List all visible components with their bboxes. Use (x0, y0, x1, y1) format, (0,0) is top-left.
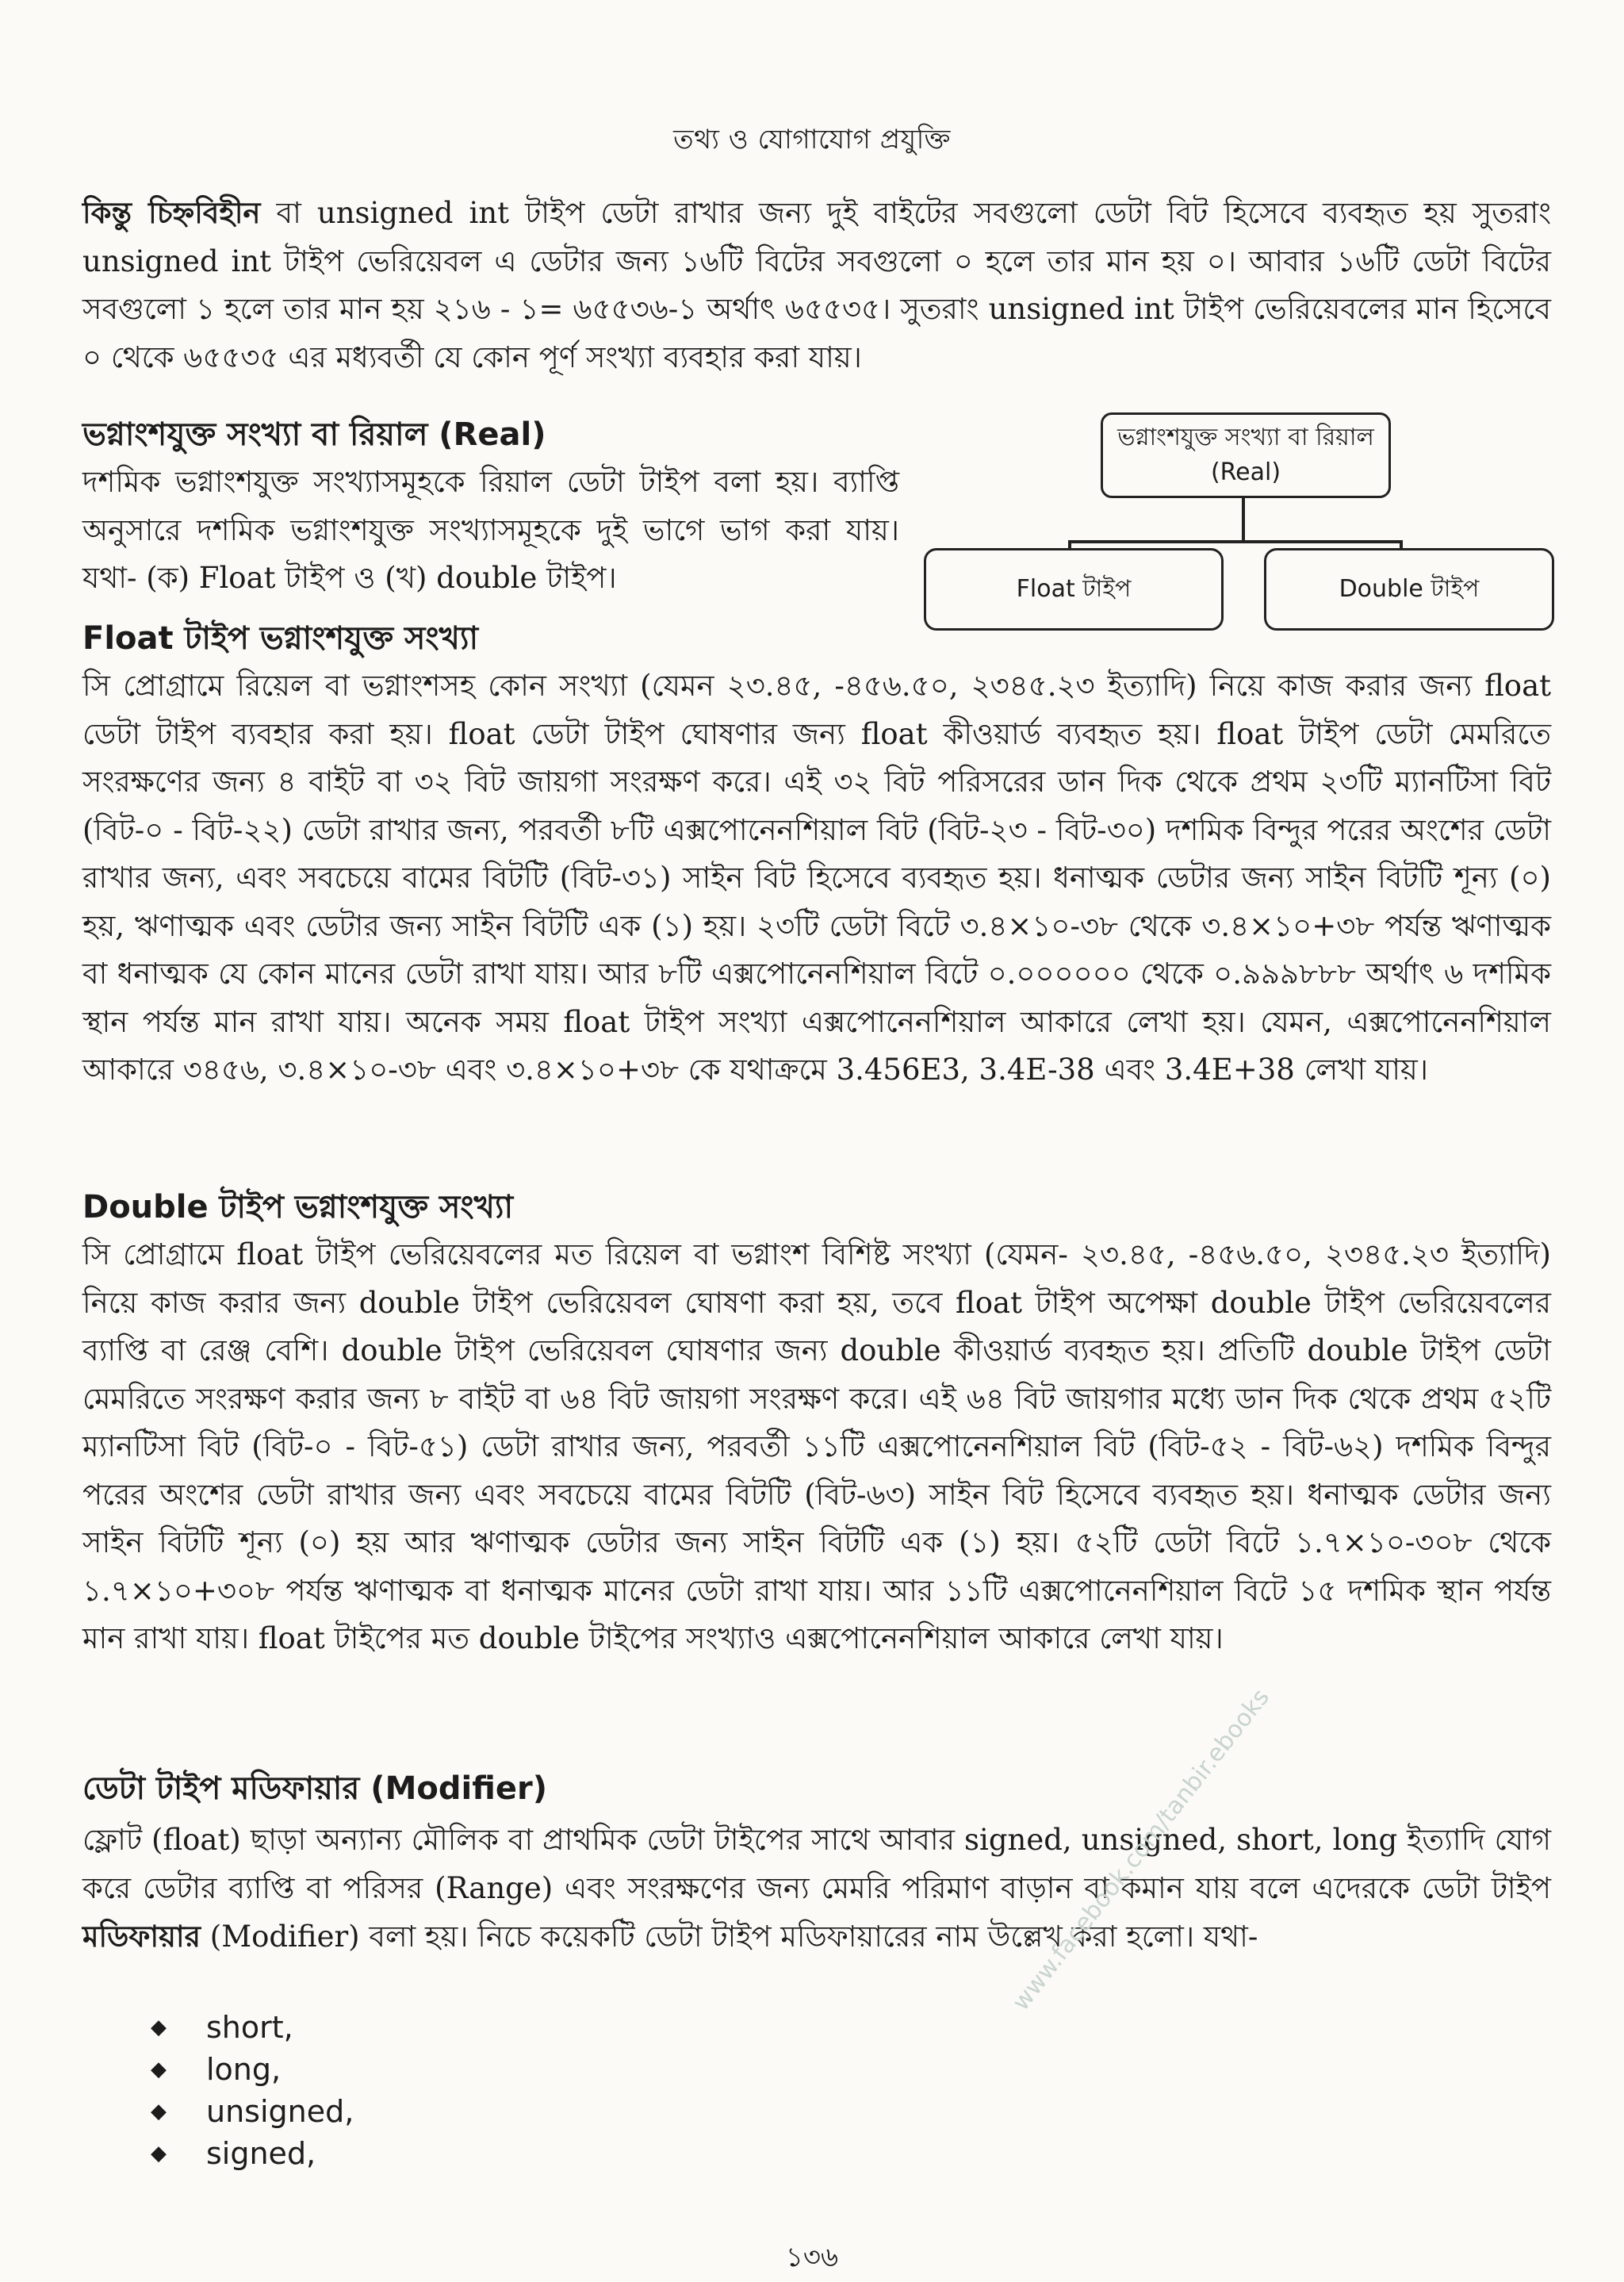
intro-text: বা unsigned int টাইপ ডেটা রাখার জন্য দুই বাইটের সবগুলো ডেটা বিট হিসেবে ব্যবহৃত হয় সুতরাং unsigned int টাইপ ভেরিয়েবল এ ডেটার জন্য ১৬টি বিটের সবগুলো ০ হলে তার মান হয় ০। আবার ১৬টি ডেটা বিটের সবগুলো ১ হলে তার মান হয় ২১৬ - ১= ৬৫৫৩৬-১ অর্থাৎ ৬৫৫৩৫। সুতরাং unsigned int টাইপ ভেরিয়েবলের মান হিসেবে ০ থেকে ৬৫৫৩৫ এর মধ্যবর্তী যে কোন পূর্ণ সংখ্যা ব্যবহার করা যায়। (82, 196, 1551, 374)
intro-bold-prefix: কিন্তু চিহ্নবিহীন (82, 195, 261, 230)
list-item (151, 2133, 354, 2175)
modifier-text-after: (Modifier) বলা হয়। নিচে কয়েকটি ডেটা টাইপ মডিফায়ারের নাম উল্লেখ করা হলো। যথা- (201, 1920, 1258, 1954)
watermark: www.facebook.com/tanbir.ebooks (1007, 1683, 1275, 2016)
list-item-label: unsigned, (206, 2094, 354, 2129)
diagram-root-box: ভগ্নাংশযুক্ত সংখ্যা বা রিয়াল (Real) (1101, 412, 1391, 498)
page-number: ১৩৬ (785, 2242, 839, 2273)
list-item-label: short, (206, 2010, 293, 2045)
list-item-label: long, (206, 2052, 282, 2087)
modifier-list (151, 2007, 354, 2175)
bullet-diamond-icon: ◆ (151, 2100, 167, 2123)
real-heading: ভগ্নাংশযুক্ত সংখ্যা বা রিয়াল (Real) (82, 416, 546, 453)
float-paragraph: সি প্রোগ্রামে রিয়েল বা ভগ্নাংশসহ কোন সংখ্যা (যেমন ২৩.৪৫, -৪৫৬.৫০, ২৩৪৫.২৩ ইত্যাদি) নিয়ে কাজ করার জন্য float ডেটা টাইপ ব্যবহার করা হয়। float ডেটা টাইপ ঘোষণার জন্য float কীওয়ার্ড ব্যবহৃত হয়। float টাইপ ডেটা মেমরিতে সংরক্ষণের জন্য ৪ বাইট বা ৩২ বিট জায়গা সংরক্ষণ করে। এই ৩২ বিট পরিসরের ডান দিক থেকে প্রথম ২৩টি ম্যানটিসা বিট (বিট-০ - বিট-২২) ডেটা রাখার জন্য, পরবর্তী ৮টি এক্সপোনেনশিয়াল বিট (বিট-২৩ - বিট-৩০) দশমিক বিন্দুর পরের অংশের ডেটা রাখার জন্য, এবং সবচেয়ে বামের বিটটি (বিট-৩১) সাইন বিট হিসেবে ব্যবহৃত হয়। ধনাত্মক ডেটার জন্য সাইন বিটটি শূন্য (০) হয়, ঋণাত্মক এবং ডেটার জন্য সাইন বিটটি এক (১) হয়। ২৩টি ডেটা বিটে ৩.৪×১০-৩৮ থেকে ৩.৪×১০+৩৮ পর্যন্ত ঋণাত্মক বা ধনাত্মক যে কোন মানের ডেটা রাখা যায়। আর ৮টি এক্সপোনেনশিয়াল বিটে ০.০০০০০০ থেকে ০.৯৯৯৮৮৮ অর্থাৎ ৬ দশমিক স্থান পর্যন্ত মান রাখা যায়। অনেক সময় float টাইপ সংখ্যা এক্সপোনেনশিয়াল আকারে লেখা হয়। যেমন, এক্সপোনেনশিয়াল আকারে ৩৪৫৬, ৩.৪×১০-৩৮ এবং ৩.৪×১০+৩৮ কে যথাক্রমে 3.456E3, 3.4E-38 এবং 3.4E+38 লেখা যায়। (82, 669, 1551, 1087)
modifier-text-before: ফ্লোট (float) ছাড়া অন্যান্য মৌলিক বা প্রাথমিক ডেটা টাইপের সাথে আবার signed, unsigned, short, long ইত্যাদি যোগ করে ডেটার ব্যাপ্তি বা পরিসর (Range) এবং সংরক্ষণের জন্য মেমরি পরিমাণ বাড়ান বা কমান যায় বলে এদেরকে ডেটা টাইপ (82, 1823, 1551, 1905)
bullet-diamond-icon: ◆ (151, 2142, 167, 2165)
diagram-connector-horizontal (1068, 540, 1403, 543)
intro-paragraph (82, 189, 1551, 382)
modifier-bold-term: মডিফায়ার (82, 1919, 201, 1954)
double-heading: Double টাইপ ভগ্নাংশযুক্ত সংখ্যা (82, 1189, 514, 1225)
bullet-diamond-icon: ◆ (151, 2058, 167, 2081)
bullet-diamond-icon: ◆ (151, 2015, 167, 2039)
real-type-diagram (924, 401, 1558, 639)
float-heading: Float টাইপ ভগ্নাংশযুক্ত সংখ্যা (82, 620, 479, 657)
list-item (151, 2007, 354, 2049)
diagram-double-box: Double টাইপ (1264, 548, 1554, 631)
modifier-heading: ডেটা টাইপ মডিফায়ার (Modifier) (82, 1770, 547, 1807)
double-paragraph: সি প্রোগ্রামে float টাইপ ভেরিয়েবলের মত রিয়েল বা ভগ্নাংশ বিশিষ্ট সংখ্যা (যেমন- ২৩.৪৫, -৪৫৬.৫০, ২৩৪৫.২৩ ইত্যাদি) নিয়ে কাজ করার জন্য double টাইপ ভেরিয়েবল ঘোষণা করা হয়, তবে float টাইপ অপেক্ষা double টাইপ ভেরিয়েবলের ব্যাপ্তি বা রেঞ্জ বেশি। double টাইপ ভেরিয়েবল ঘোষণার জন্য double কীওয়ার্ড ব্যবহৃত হয়। প্রতিটি double টাইপ ডেটা মেমরিতে সংরক্ষণ করার জন্য ৮ বাইট বা ৬৪ বিট জায়গা সংরক্ষণ করে। এই ৬৪ বিট জায়গার মধ্যে ডান দিক থেকে প্রথম ৫২টি ম্যানটিসা বিট (বিট-০ - বিট-৫১) ডেটা রাখার জন্য, পরবর্তী ১১টি এক্সপোনেনশিয়াল বিট (বিট-৫২ - বিট-৬২) দশমিক বিন্দুর পরের অংশের ডেটা রাখার জন্য এবং সবচেয়ে বামের বিটটি (বিট-৬৩) সাইন বিট হিসেবে ব্যবহৃত হয়। ধনাত্মক ডেটার জন্য সাইন বিটটি শূন্য (০) হয় আর ঋণাত্মক ডেটার জন্য সাইন বিটটি এক (১) হয়। ৫২টি ডেটা বিটে ১.৭×১০-৩০৮ থেকে ১.৭×১০+৩০৮ পর্যন্ত ঋণাত্মক বা ধনাত্মক মানের ডেটা রাখা যায়। আর ১১টি এক্সপোনেনশিয়াল বিটে ১৫ দশমিক স্থান পর্যন্ত মান রাখা যায়। float টাইপের মত double টাইপের সংখ্যাও এক্সপোনেনশিয়াল আকারে লেখা যায়। (82, 1237, 1551, 1655)
running-head: তথ্য ও যোগাযোগ প্রযুক্তি (673, 124, 951, 155)
real-paragraph: দশমিক ভগ্নাংশযুক্ত সংখ্যাসমূহকে রিয়াল ডেটা টাইপ বলা হয়। ব্যাপ্তি অনুসারে দশমিক ভগ্নাংশযুক্ত সংখ্যাসমূহকে দুই ভাগে ভাগ করা যায়। যথা- (ক) Float টাইপ ও (খ) double টাইপ। (82, 465, 899, 595)
list-item (151, 2091, 354, 2133)
modifier-paragraph (82, 1816, 1551, 1962)
diagram-float-box: Float টাইপ (924, 548, 1224, 631)
list-item (151, 2049, 354, 2091)
list-item-label: signed, (206, 2136, 316, 2171)
diagram-connector-vertical (1242, 496, 1245, 542)
